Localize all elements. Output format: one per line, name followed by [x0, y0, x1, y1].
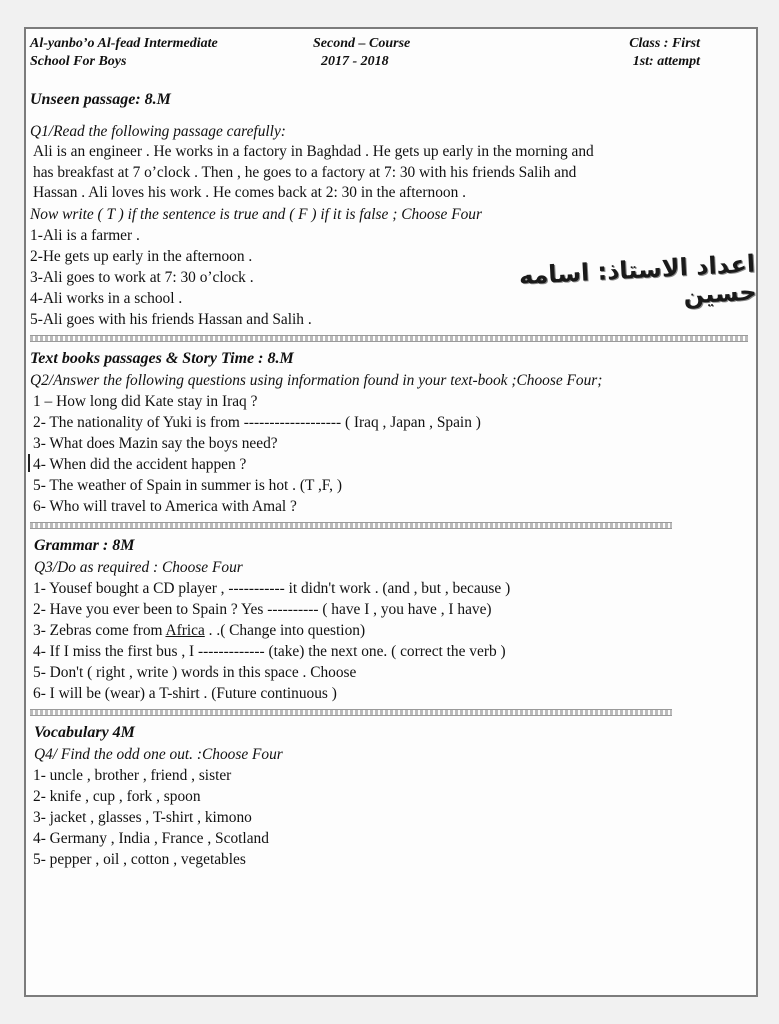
passage-line: Hassan . Ali loves his work . He comes back at 2: 30 in the afternoon . [33, 184, 466, 201]
class-info [629, 35, 700, 71]
exam-content [30, 85, 748, 870]
school-line-1: Al-yanbo’o Al-fead Intermediate [30, 36, 218, 51]
list-item: 2- The nationality of Yuki is from ------------------- ( Iraq , Japan , Spain ) [33, 413, 481, 431]
list-item: 5-Ali goes with his friends Hassan and Salih . [30, 310, 312, 328]
list-item: 2- knife , cup , fork , spoon [33, 787, 201, 805]
list-item: 1-Ali is a farmer . [30, 226, 140, 244]
school-name [30, 35, 218, 71]
vocabulary-list [30, 765, 748, 870]
list-item: 1- Yousef bought a CD player , ----------- it didn't work . (and , but , because ) [33, 579, 511, 597]
attempt-label: 1st: attempt [632, 54, 700, 69]
section-title-textbook: Text books passages & Story Time : 8.M [30, 349, 294, 367]
list-item: 3-Ali goes to work at 7: 30 o’clock . [30, 268, 254, 286]
true-false-instruction: Now write ( T ) if the sentence is true and ( F ) if it is false ; Choose Four [30, 205, 482, 223]
course-label: Second – Course [313, 36, 411, 51]
question-3-heading: Q3/Do as required : Choose Four [34, 558, 243, 576]
list-item-text: . .( Change into question) [204, 621, 366, 639]
list-item: 1 – How long did Kate stay in Iraq ? [33, 392, 258, 410]
passage [30, 142, 748, 204]
list-item: 2-He gets up early in the afternoon . [30, 247, 253, 265]
question-1-heading: Q1/Read the following passage carefully: [30, 123, 286, 140]
list-item-text: 3- Zebras come from [33, 621, 166, 639]
course-info [313, 35, 410, 71]
underlined-word: Africa [165, 621, 205, 639]
school-line-2: School For Boys [30, 54, 127, 69]
list-item: 1- uncle , brother , friend , sister [33, 766, 232, 784]
list-item-text: 4- When did the accident happen ? [33, 455, 247, 473]
list-item: 4- If I miss the first bus , I ------------- (take) the next one. ( correct the verb ) [33, 642, 506, 660]
section-divider [30, 522, 672, 529]
list-item: 5- Don't ( right , write ) words in this space . Choose [33, 663, 357, 681]
section-divider [30, 709, 672, 716]
textbook-question-list [30, 391, 748, 517]
list-item: 6- Who will travel to America with Amal ? [33, 497, 297, 515]
author-stamp: اعداد الاستاذ: اسامه حسين [518, 249, 758, 310]
list-item [30, 620, 748, 641]
section-title-vocabulary: Vocabulary 4M [34, 723, 135, 741]
section-title-grammar: Grammar : 8M [34, 536, 135, 554]
section-divider [30, 335, 748, 342]
section-title-unseen: Unseen passage: 8.M [30, 91, 171, 108]
text-cursor [28, 454, 30, 472]
list-item: 5- pepper , oil , cotton , vegetables [33, 850, 246, 868]
list-item: 3- jacket , glasses , T-shirt , kimono [33, 808, 252, 826]
question-4-heading: Q4/ Find the odd one out. :Choose Four [34, 745, 283, 763]
question-2-heading: Q2/Answer the following questions using information found in your text-book ;Choose Four; [30, 371, 603, 389]
year-label: 2017 - 2018 [321, 54, 389, 69]
grammar-list [30, 578, 748, 704]
passage-line: has breakfast at 7 o’clock . Then , he goes to a factory at 7: 30 with his friends Salih and [33, 163, 577, 181]
exam-sheet [24, 27, 758, 997]
list-item: 3- What does Mazin say the boys need? [33, 434, 278, 452]
list-item: 4-Ali works in a school . [30, 289, 183, 307]
list-item: 4- Germany , India , France , Scotland [33, 829, 269, 847]
true-false-list [30, 225, 748, 330]
list-item [30, 454, 748, 475]
list-item: 6- I will be (wear) a T-shirt . (Future continuous ) [33, 684, 337, 702]
passage-line: Ali is an engineer . He works in a factory in Baghdad . He gets up early in the morning and [33, 143, 594, 160]
list-item: 5- The weather of Spain in summer is hot . (T ,F, ) [33, 476, 342, 494]
list-item: 2- Have you ever been to Spain ? Yes ---------- ( have I , you have , I have) [33, 600, 492, 618]
class-label: Class : First [629, 36, 700, 51]
exam-header [26, 29, 756, 77]
